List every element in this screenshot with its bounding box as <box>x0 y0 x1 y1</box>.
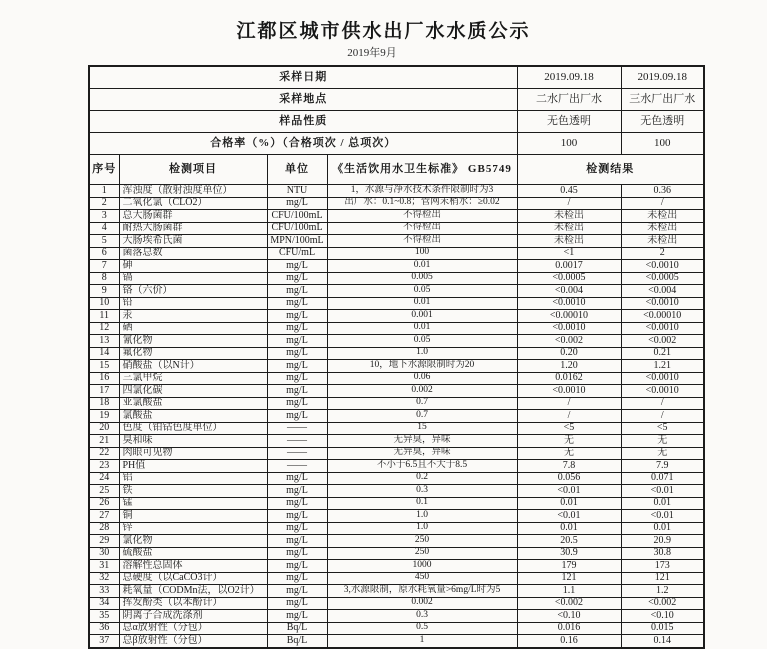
cell-unit: —— <box>267 435 327 448</box>
cell-result-plant3: 0.071 <box>621 472 704 485</box>
cell-seq: 18 <box>89 397 119 410</box>
cell-standard: 0.01 <box>327 322 517 335</box>
cell-unit: mg/L <box>267 197 327 210</box>
cell-seq: 34 <box>89 597 119 610</box>
cell-unit: mg/L <box>267 385 327 398</box>
cell-item: 氯酸盐 <box>119 410 267 423</box>
cell-standard: 无异臭，异味 <box>327 447 517 460</box>
table-row <box>89 397 704 410</box>
cell-unit: mg/L <box>267 260 327 273</box>
cell-standard: 0.05 <box>327 285 517 298</box>
cell-seq: 31 <box>89 560 119 573</box>
sample-date-label: 采样日期 <box>89 66 517 89</box>
cell-result-plant2: 无 <box>517 447 621 460</box>
cell-seq: 22 <box>89 447 119 460</box>
cell-item: 铅 <box>119 297 267 310</box>
table-row <box>89 410 704 423</box>
cell-seq: 9 <box>89 285 119 298</box>
cell-seq: 37 <box>89 635 119 648</box>
cell-result-plant2: <0.004 <box>517 285 621 298</box>
table-row <box>89 197 704 210</box>
cell-result-plant3: <0.0010 <box>621 385 704 398</box>
cell-item: 总β放射性（分包） <box>119 635 267 648</box>
column-header-row <box>89 155 704 185</box>
table-row <box>89 360 704 373</box>
cell-item: 硝酸盐（以N计） <box>119 360 267 373</box>
cell-standard: 1.0 <box>327 510 517 523</box>
table-row <box>89 260 704 273</box>
cell-result-plant3: 121 <box>621 572 704 585</box>
cell-standard: 0.06 <box>327 372 517 385</box>
cell-standard: 0.7 <box>327 397 517 410</box>
cell-result-plant2: 0.0162 <box>517 372 621 385</box>
cell-unit: mg/L <box>267 297 327 310</box>
table-row <box>89 447 704 460</box>
cell-item: 铜 <box>119 510 267 523</box>
cell-unit: mg/L <box>267 322 327 335</box>
info-row-sample-location <box>89 89 704 111</box>
cell-result-plant3: 7.9 <box>621 460 704 473</box>
cell-seq: 35 <box>89 610 119 623</box>
cell-seq: 11 <box>89 310 119 323</box>
cell-item: 亚氯酸盐 <box>119 397 267 410</box>
table-row <box>89 385 704 398</box>
cell-item: 肉眼可见物 <box>119 447 267 460</box>
cell-item: 三氯甲烷 <box>119 372 267 385</box>
cell-unit: —— <box>267 460 327 473</box>
table-row <box>89 335 704 348</box>
cell-unit: mg/L <box>267 572 327 585</box>
cell-seq: 20 <box>89 422 119 435</box>
cell-standard: 100 <box>327 247 517 260</box>
cell-unit: —— <box>267 422 327 435</box>
cell-seq: 16 <box>89 372 119 385</box>
table-row <box>89 247 704 260</box>
table-row <box>89 622 704 635</box>
results-body <box>89 185 704 648</box>
cell-standard: 0.05 <box>327 335 517 348</box>
cell-seq: 7 <box>89 260 119 273</box>
table-info-section <box>89 66 704 185</box>
cell-standard: 10，地下水源限制时为20 <box>327 360 517 373</box>
cell-seq: 29 <box>89 535 119 548</box>
cell-seq: 5 <box>89 235 119 248</box>
cell-item: 氟化物 <box>119 347 267 360</box>
cell-item: 锌 <box>119 522 267 535</box>
sample-location-plant3: 三水厂出厂水 <box>621 89 704 111</box>
page-title: 江都区城市供水出厂水水质公示 <box>236 21 531 42</box>
cell-item: 浑浊度（散射浊度单位） <box>119 185 267 198</box>
table-row <box>89 435 704 448</box>
cell-result-plant2: 20.5 <box>517 535 621 548</box>
cell-unit: mg/L <box>267 372 327 385</box>
table-row <box>89 522 704 535</box>
cell-unit: CFU/mL <box>267 247 327 260</box>
col-header-item: 检测项目 <box>119 155 267 185</box>
cell-standard: 0.01 <box>327 260 517 273</box>
cell-result-plant3: 未检出 <box>621 235 704 248</box>
table-row <box>89 510 704 523</box>
cell-result-plant2: 179 <box>517 560 621 573</box>
cell-item: 铝 <box>119 472 267 485</box>
table-row <box>89 635 704 648</box>
sample-nature-plant3: 无色透明 <box>621 111 704 133</box>
cell-result-plant3: 30.8 <box>621 547 704 560</box>
table-row <box>89 235 704 248</box>
cell-unit: mg/L <box>267 522 327 535</box>
table-row <box>89 310 704 323</box>
cell-result-plant2: 121 <box>517 572 621 585</box>
cell-seq: 13 <box>89 335 119 348</box>
table-row <box>89 610 704 623</box>
cell-unit: CFU/100mL <box>267 210 327 223</box>
cell-result-plant3: 1.21 <box>621 360 704 373</box>
sample-location-label: 采样地点 <box>89 89 517 111</box>
cell-unit: mg/L <box>267 497 327 510</box>
cell-item: 硫酸盐 <box>119 547 267 560</box>
page-subtitle: 2019年9月 <box>347 47 397 59</box>
pass-rate-label: 合格率（%）（合格项次 / 总项次） <box>89 133 517 155</box>
info-row-sample-date <box>89 66 704 89</box>
cell-unit: MPN/100mL <box>267 235 327 248</box>
cell-result-plant2: 1.1 <box>517 585 621 598</box>
cell-unit: mg/L <box>267 560 327 573</box>
cell-standard: 1.0 <box>327 522 517 535</box>
cell-result-plant3: / <box>621 410 704 423</box>
cell-unit: mg/L <box>267 535 327 548</box>
cell-result-plant3: 0.36 <box>621 185 704 198</box>
cell-standard: 15 <box>327 422 517 435</box>
cell-unit: mg/L <box>267 597 327 610</box>
cell-result-plant2: 0.20 <box>517 347 621 360</box>
sample-date-plant2: 2019.09.18 <box>517 66 621 89</box>
cell-result-plant2: <0.0010 <box>517 297 621 310</box>
table-row <box>89 472 704 485</box>
cell-result-plant2: 无 <box>517 435 621 448</box>
pass-rate-plant2: 100 <box>517 133 621 155</box>
table-row <box>89 535 704 548</box>
cell-standard: 0.01 <box>327 297 517 310</box>
cell-unit: mg/L <box>267 510 327 523</box>
table-row <box>89 547 704 560</box>
cell-result-plant2: 0.0017 <box>517 260 621 273</box>
cell-unit: mg/L <box>267 272 327 285</box>
cell-result-plant3: 2 <box>621 247 704 260</box>
cell-unit: mg/L <box>267 472 327 485</box>
table-row <box>89 297 704 310</box>
cell-result-plant3: / <box>621 197 704 210</box>
cell-result-plant2: 0.016 <box>517 622 621 635</box>
table-row <box>89 185 704 198</box>
cell-result-plant3: <0.0010 <box>621 260 704 273</box>
col-header-seq: 序号 <box>89 155 119 185</box>
cell-result-plant2: 0.16 <box>517 635 621 648</box>
cell-seq: 3 <box>89 210 119 223</box>
cell-item: 硒 <box>119 322 267 335</box>
cell-result-plant3: <0.002 <box>621 597 704 610</box>
cell-result-plant2: 0.056 <box>517 472 621 485</box>
cell-result-plant2: 未检出 <box>517 235 621 248</box>
cell-unit: —— <box>267 447 327 460</box>
cell-seq: 21 <box>89 435 119 448</box>
cell-standard: 出厂水：0.1~0.8；管网末梢水：≥0.02 <box>327 197 517 210</box>
table-row <box>89 460 704 473</box>
sample-location-plant2: 二水厂出厂水 <box>517 89 621 111</box>
cell-seq: 32 <box>89 572 119 585</box>
cell-item: 铁 <box>119 485 267 498</box>
table-row <box>89 322 704 335</box>
cell-result-plant3: <0.0005 <box>621 272 704 285</box>
table-row <box>89 585 704 598</box>
cell-result-plant2: 0.01 <box>517 497 621 510</box>
cell-unit: mg/L <box>267 410 327 423</box>
cell-standard: 1，水源与净水技术条件限制时为3 <box>327 185 517 198</box>
cell-result-plant3: / <box>621 397 704 410</box>
cell-seq: 15 <box>89 360 119 373</box>
cell-standard: 250 <box>327 547 517 560</box>
cell-item: 大肠埃希氏菌 <box>119 235 267 248</box>
cell-standard: 不得检出 <box>327 210 517 223</box>
cell-result-plant3: 0.015 <box>621 622 704 635</box>
cell-seq: 26 <box>89 497 119 510</box>
cell-result-plant3: <0.0010 <box>621 372 704 385</box>
cell-result-plant3: 173 <box>621 560 704 573</box>
cell-standard: 0.1 <box>327 497 517 510</box>
cell-unit: mg/L <box>267 585 327 598</box>
water-quality-table <box>88 65 705 649</box>
sample-nature-label: 样品性质 <box>89 111 517 133</box>
table-row <box>89 485 704 498</box>
cell-seq: 27 <box>89 510 119 523</box>
cell-result-plant2: <0.002 <box>517 335 621 348</box>
cell-item: 耐热大肠菌群 <box>119 222 267 235</box>
cell-standard: 450 <box>327 572 517 585</box>
col-header-unit: 单位 <box>267 155 327 185</box>
cell-seq: 10 <box>89 297 119 310</box>
cell-unit: mg/L <box>267 347 327 360</box>
cell-seq: 36 <box>89 622 119 635</box>
cell-result-plant3: <0.00010 <box>621 310 704 323</box>
cell-seq: 19 <box>89 410 119 423</box>
pass-rate-plant3: 100 <box>621 133 704 155</box>
cell-standard: 0.7 <box>327 410 517 423</box>
cell-result-plant2: 30.9 <box>517 547 621 560</box>
cell-standard: 无异臭，异味 <box>327 435 517 448</box>
cell-result-plant3: 20.9 <box>621 535 704 548</box>
cell-unit: Bq/L <box>267 622 327 635</box>
cell-standard: 0.001 <box>327 310 517 323</box>
cell-result-plant3: 1.2 <box>621 585 704 598</box>
table-row <box>89 597 704 610</box>
cell-result-plant2: 0.01 <box>517 522 621 535</box>
cell-result-plant2: 7.8 <box>517 460 621 473</box>
cell-item: 氰化物 <box>119 335 267 348</box>
cell-result-plant3: 0.14 <box>621 635 704 648</box>
cell-result-plant3: 未检出 <box>621 210 704 223</box>
cell-result-plant3: 0.21 <box>621 347 704 360</box>
cell-item: PH值 <box>119 460 267 473</box>
cell-result-plant3: 0.01 <box>621 497 704 510</box>
col-header-result: 检测结果 <box>517 155 704 185</box>
cell-unit: mg/L <box>267 547 327 560</box>
sample-nature-plant2: 无色透明 <box>517 111 621 133</box>
cell-result-plant2: 1.20 <box>517 360 621 373</box>
table-row <box>89 497 704 510</box>
cell-standard: 0.005 <box>327 272 517 285</box>
cell-item: 阴离子合成洗涤剂 <box>119 610 267 623</box>
cell-result-plant3: 0.01 <box>621 522 704 535</box>
cell-unit: mg/L <box>267 485 327 498</box>
table-row <box>89 572 704 585</box>
cell-seq: 4 <box>89 222 119 235</box>
cell-item: 镉 <box>119 272 267 285</box>
cell-seq: 30 <box>89 547 119 560</box>
cell-result-plant3: 无 <box>621 435 704 448</box>
table-row <box>89 560 704 573</box>
cell-standard: 0.3 <box>327 610 517 623</box>
cell-result-plant2: <5 <box>517 422 621 435</box>
table-row <box>89 210 704 223</box>
cell-unit: Bq/L <box>267 635 327 648</box>
cell-item: 总大肠菌群 <box>119 210 267 223</box>
cell-result-plant3: <0.002 <box>621 335 704 348</box>
sample-date-plant3: 2019.09.18 <box>621 66 704 89</box>
table-row <box>89 372 704 385</box>
cell-result-plant3: <0.004 <box>621 285 704 298</box>
cell-item: 色度（铂钴色度单位） <box>119 422 267 435</box>
cell-result-plant2: 0.45 <box>517 185 621 198</box>
cell-item: 总α放射性（分包） <box>119 622 267 635</box>
table-row <box>89 285 704 298</box>
cell-item: 耗氧量（CODMn法，以O2计） <box>119 585 267 598</box>
cell-item: 二氧化氯（CLO2） <box>119 197 267 210</box>
cell-standard: 0.002 <box>327 597 517 610</box>
cell-result-plant2: / <box>517 197 621 210</box>
cell-standard: 不得检出 <box>327 235 517 248</box>
cell-result-plant2: <0.0010 <box>517 385 621 398</box>
cell-item: 汞 <box>119 310 267 323</box>
cell-seq: 17 <box>89 385 119 398</box>
cell-standard: 0.5 <box>327 622 517 635</box>
cell-unit: mg/L <box>267 397 327 410</box>
cell-result-plant3: <0.01 <box>621 485 704 498</box>
cell-item: 氯化物 <box>119 535 267 548</box>
cell-item: 臭和味 <box>119 435 267 448</box>
cell-item: 四氯化碳 <box>119 385 267 398</box>
cell-unit: mg/L <box>267 285 327 298</box>
cell-item: 总硬度（以CaCO3计） <box>119 572 267 585</box>
cell-standard: 1 <box>327 635 517 648</box>
table-row <box>89 347 704 360</box>
cell-standard: 0.3 <box>327 485 517 498</box>
cell-result-plant2: 未检出 <box>517 210 621 223</box>
cell-seq: 14 <box>89 347 119 360</box>
info-row-sample-nature <box>89 111 704 133</box>
cell-standard: 250 <box>327 535 517 548</box>
cell-result-plant3: <0.10 <box>621 610 704 623</box>
cell-result-plant3: <5 <box>621 422 704 435</box>
cell-standard: 0.2 <box>327 472 517 485</box>
cell-unit: mg/L <box>267 335 327 348</box>
cell-result-plant2: <0.01 <box>517 510 621 523</box>
cell-seq: 33 <box>89 585 119 598</box>
cell-standard: 不得检出 <box>327 222 517 235</box>
cell-seq: 24 <box>89 472 119 485</box>
cell-unit: mg/L <box>267 610 327 623</box>
col-header-standard: 《生活饮用水卫生标准》 GB5749 <box>327 155 517 185</box>
cell-result-plant3: <0.0010 <box>621 297 704 310</box>
cell-item: 菌落总数 <box>119 247 267 260</box>
cell-item: 挥发酚类（以苯酚计） <box>119 597 267 610</box>
cell-result-plant2: / <box>517 410 621 423</box>
cell-result-plant3: <0.0010 <box>621 322 704 335</box>
cell-result-plant2: <1 <box>517 247 621 260</box>
cell-item: 锰 <box>119 497 267 510</box>
cell-seq: 25 <box>89 485 119 498</box>
table-row <box>89 222 704 235</box>
cell-standard: 0.002 <box>327 385 517 398</box>
cell-item: 砷 <box>119 260 267 273</box>
cell-result-plant2: <0.01 <box>517 485 621 498</box>
cell-item: 溶解性总固体 <box>119 560 267 573</box>
cell-result-plant2: 未检出 <box>517 222 621 235</box>
cell-result-plant3: 无 <box>621 447 704 460</box>
cell-result-plant2: <0.0010 <box>517 322 621 335</box>
cell-unit: mg/L <box>267 310 327 323</box>
cell-standard: 1000 <box>327 560 517 573</box>
cell-standard: 1.0 <box>327 347 517 360</box>
table-row <box>89 272 704 285</box>
cell-item: 铬（六价） <box>119 285 267 298</box>
cell-unit: CFU/100mL <box>267 222 327 235</box>
cell-unit: mg/L <box>267 360 327 373</box>
cell-result-plant3: 未检出 <box>621 222 704 235</box>
cell-seq: 28 <box>89 522 119 535</box>
info-row-pass-rate <box>89 133 704 155</box>
cell-seq: 6 <box>89 247 119 260</box>
cell-result-plant2: <0.10 <box>517 610 621 623</box>
cell-result-plant2: / <box>517 397 621 410</box>
cell-standard: 不小于6.5且不大于8.5 <box>327 460 517 473</box>
table-row <box>89 422 704 435</box>
cell-result-plant2: <0.0005 <box>517 272 621 285</box>
cell-seq: 12 <box>89 322 119 335</box>
cell-result-plant3: <0.01 <box>621 510 704 523</box>
cell-seq: 23 <box>89 460 119 473</box>
cell-unit: NTU <box>267 185 327 198</box>
cell-standard: 3,水源限制，原水耗氧量>6mg/L时为5 <box>327 585 517 598</box>
cell-result-plant2: <0.00010 <box>517 310 621 323</box>
cell-seq: 8 <box>89 272 119 285</box>
cell-seq: 1 <box>89 185 119 198</box>
cell-seq: 2 <box>89 197 119 210</box>
cell-result-plant2: <0.002 <box>517 597 621 610</box>
